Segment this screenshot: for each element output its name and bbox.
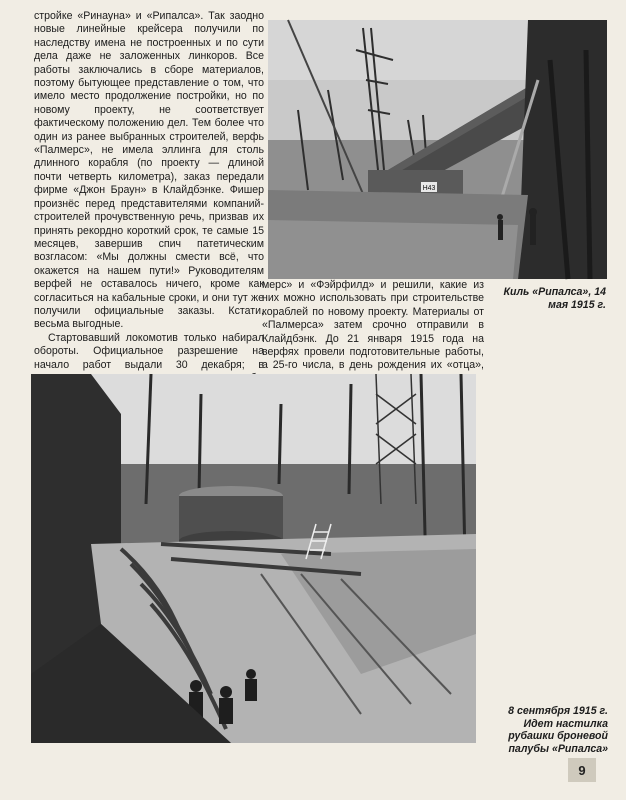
left-text-column (34, 10, 264, 376)
left-paragraph-1: стройке «Ринауна» и «Рипалса». Так заодно новые линейные крейсера получили по наследству имена не построенных и по сути дела даже не заложенных линкоров. Все работы заключались в сборе материалов, поэтому бытующее представление о том, что имело место продолжение постройки, но по новому проекту, не соответствует фактическому положению дел. Тем более что один из ранее выбранных строителей, верфь «Палмерс», не имела эллинга для столь длинного корабля (по проекту — длиной почти четверть километра), заказ передали фирме «Джон Браун» в Клайдбэнке. Фишер произнёс перед представителями компаний-строителей прочувственную речь, призвав их принять рекордно короткий срок, те самые 15 месяцев, завершив спич патетическим возгласом: «Мы должны смести всё, что окажется на нашем пути!» Руководителям верфей не оставалось ничего, кроме как согласиться на кабальные сроки, и они тут же получили официальные заказы. Кстати, весьма выгодные. (34, 10, 264, 331)
photo-keel-image (268, 20, 607, 279)
left-paragraph-2: Стартовавший локомотив только набирал обороты. Официальное разрешение на начало работ выдали 30 декабря; в (34, 331, 264, 371)
photo-armour-deck (31, 374, 476, 743)
photo-deck-image (31, 374, 476, 743)
caption-armour-deck: 8 сентября 1915 г. Идет настилка рубашки броневой палубы «Рипалса» (508, 705, 608, 755)
caption-keel: Киль «Рипалса», 14 мая 1915 г. (503, 286, 606, 311)
middle-paragraph-1: мерс» и «Фэйрфилд» и решили, какие из них можно использовать при строительстве кораблей по новому проекту. Материалы от «Палмерса» затем срочно отправили в Клайдбэнк. До 21 января 1915 года на верфях провели подготовительные работы, а 25-го числа, в день рождения их «отца», (262, 279, 484, 372)
photo-keel-repulse (268, 20, 607, 279)
keel-sign-text: H43 (422, 185, 436, 192)
page-number: 9 (568, 758, 596, 782)
middle-text-column (262, 279, 484, 371)
